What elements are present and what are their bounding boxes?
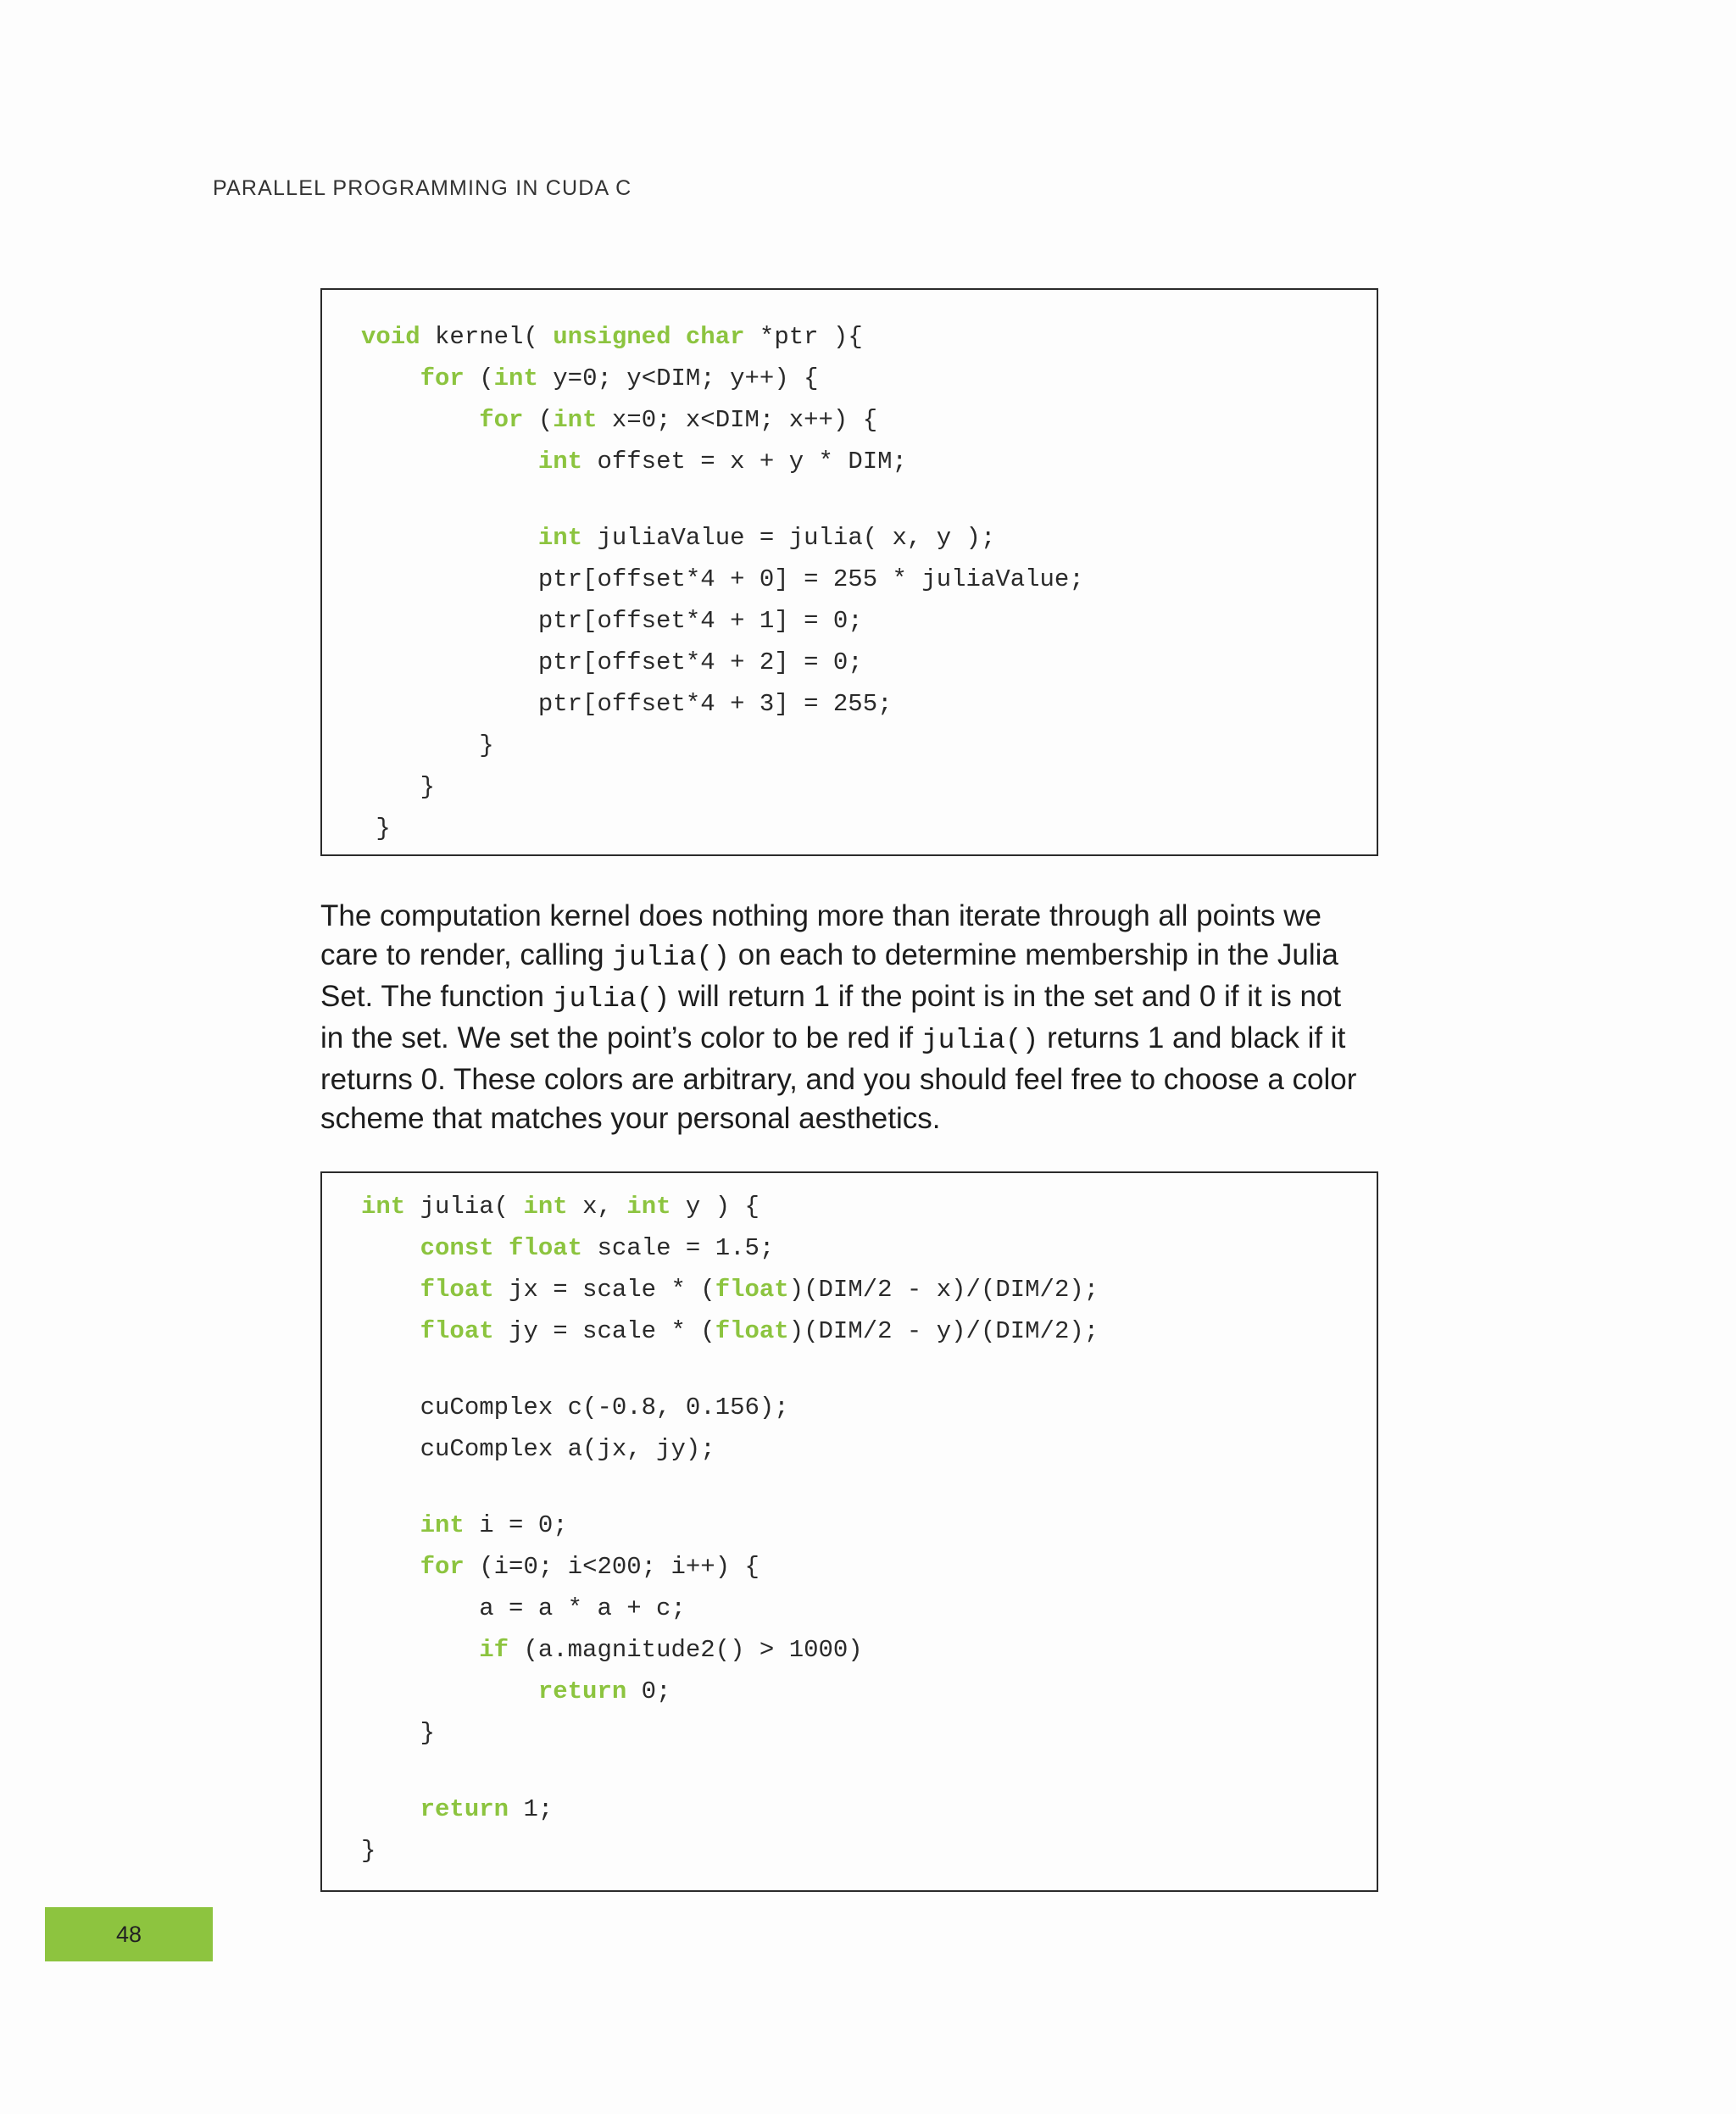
code-line (361, 565, 1084, 595)
code-text (361, 1276, 420, 1304)
code-text: } (361, 1837, 376, 1865)
code-text: jx = scale * ( (493, 1276, 715, 1304)
code-keyword: float (715, 1276, 789, 1304)
code-keyword: for (479, 406, 524, 434)
code-listing-kernel (320, 288, 1378, 856)
code-keyword: const float (420, 1234, 583, 1262)
code-line (361, 1393, 789, 1423)
code-text (361, 364, 420, 392)
paragraph-text: scheme that matches your personal aesthetics. (320, 1102, 941, 1135)
code-text: } (361, 773, 436, 801)
code-text: ptr[offset*4 + 3] = 255; (361, 690, 893, 718)
code-keyword: int (420, 1511, 465, 1539)
code-line (361, 523, 995, 554)
code-line (361, 1233, 774, 1264)
code-keyword: int (493, 364, 538, 392)
code-keyword: unsigned char (553, 323, 745, 351)
code-text: } (361, 732, 494, 759)
code-text: cuComplex a(jx, jy); (361, 1435, 715, 1463)
code-text: ptr[offset*4 + 0] = 255 * juliaValue; (361, 565, 1084, 593)
code-line (361, 405, 877, 436)
code-text: cuComplex c(-0.8, 0.156); (361, 1394, 789, 1421)
paragraph-text: Set. The function (320, 980, 553, 1013)
paragraph-line (320, 936, 1380, 977)
code-line (361, 1594, 686, 1624)
code-text (361, 1234, 420, 1262)
code-keyword: int (537, 448, 583, 476)
code-text: ( (523, 406, 554, 434)
paragraph-text: care to render, calling (320, 938, 613, 971)
code-line (361, 648, 863, 678)
code-keyword: int (523, 1193, 568, 1221)
code-text: (a.magnitude2() > 1000) (509, 1636, 863, 1664)
paragraph-text: returns 1 and black if it (1038, 1021, 1346, 1054)
code-text (361, 1553, 420, 1581)
running-head: PARALLEL PROGRAMMING IN CUDA C (213, 176, 632, 200)
paragraph-text: on each to determine membership in the Julia (730, 938, 1338, 971)
code-text: *ptr ){ (744, 323, 863, 351)
code-line (361, 1552, 760, 1583)
code-listing-julia (320, 1171, 1378, 1892)
code-keyword: for (420, 1553, 465, 1581)
paragraph-text: The computation kernel does nothing more than iterate through all points we (320, 899, 1321, 932)
code-text (361, 524, 538, 552)
code-keyword: for (420, 364, 465, 392)
code-text: juliaValue = julia( x, y ); (582, 524, 996, 552)
paragraph-line (320, 1060, 1380, 1099)
code-text (361, 448, 538, 476)
code-line (361, 772, 435, 803)
body-paragraph (320, 897, 1380, 1138)
code-line (361, 1794, 553, 1825)
code-line (361, 364, 819, 394)
paragraph-text: will return 1 if the point is in the set and 0 if it is not (670, 980, 1342, 1013)
code-text: ptr[offset*4 + 1] = 0; (361, 607, 863, 635)
code-text: (i=0; i<200; i++) { (464, 1553, 760, 1581)
code-text: 0; (626, 1677, 671, 1705)
code-text: y=0; y<DIM; y++) { (537, 364, 819, 392)
code-text (361, 1677, 538, 1705)
code-text: x, (567, 1193, 627, 1221)
paragraph-line (320, 1099, 1380, 1138)
code-line (361, 1434, 715, 1465)
code-text: ptr[offset*4 + 2] = 0; (361, 648, 863, 676)
inline-code: julia() (552, 983, 670, 1015)
code-text (361, 1511, 420, 1539)
code-text: scale = 1.5; (582, 1234, 775, 1262)
inline-code: julia() (921, 1025, 1039, 1056)
paragraph-text: returns 0. These colors are arbitrary, and you should feel free to choose a color (320, 1063, 1357, 1096)
code-text: )(DIM/2 - y)/(DIM/2); (788, 1317, 1099, 1345)
code-line (361, 1316, 1099, 1347)
code-line (361, 1718, 435, 1749)
code-text: } (361, 1719, 436, 1747)
code-text (361, 406, 479, 434)
code-text: kernel( (420, 323, 554, 351)
code-line (361, 322, 863, 353)
paragraph-line (320, 977, 1380, 1019)
code-line (361, 814, 391, 844)
code-text: )(DIM/2 - x)/(DIM/2); (788, 1276, 1099, 1304)
code-text: 1; (509, 1795, 554, 1823)
code-line (361, 1635, 863, 1666)
code-line (361, 1836, 376, 1866)
code-text: } (361, 815, 391, 843)
code-keyword: if (479, 1636, 509, 1664)
code-keyword: float (420, 1276, 494, 1304)
code-text: x=0; x<DIM; x++) { (597, 406, 878, 434)
code-keyword: int (553, 406, 598, 434)
paragraph-line (320, 897, 1380, 936)
paragraph-line (320, 1019, 1380, 1060)
code-line (361, 731, 494, 761)
code-text: ( (464, 364, 494, 392)
code-text: i = 0; (464, 1511, 568, 1539)
code-text: julia( (405, 1193, 524, 1221)
code-keyword: int (537, 524, 583, 552)
code-keyword: float (420, 1317, 494, 1345)
code-line (361, 447, 907, 477)
code-text: a = a * a + c; (361, 1594, 686, 1622)
code-keyword: void (361, 323, 420, 351)
inline-code: julia() (612, 942, 730, 973)
code-keyword: return (537, 1677, 627, 1705)
code-keyword: int (626, 1193, 671, 1221)
code-text: jy = scale * ( (493, 1317, 715, 1345)
code-text: offset = x + y * DIM; (582, 448, 907, 476)
code-line (361, 1275, 1099, 1305)
code-keyword: int (361, 1193, 406, 1221)
page-number: 48 (115, 1921, 142, 1947)
code-text: y ) { (670, 1193, 760, 1221)
code-text (361, 1317, 420, 1345)
code-line (361, 606, 863, 637)
code-keyword: return (420, 1795, 509, 1823)
page-number-tab (45, 1907, 213, 1961)
code-text (361, 1636, 479, 1664)
code-text (361, 1795, 420, 1823)
code-line (361, 689, 893, 720)
paragraph-text: in the set. We set the point’s color to be red if (320, 1021, 921, 1054)
code-line (361, 1510, 568, 1541)
code-line (361, 1677, 670, 1707)
code-line (361, 1192, 760, 1222)
code-keyword: float (715, 1317, 789, 1345)
